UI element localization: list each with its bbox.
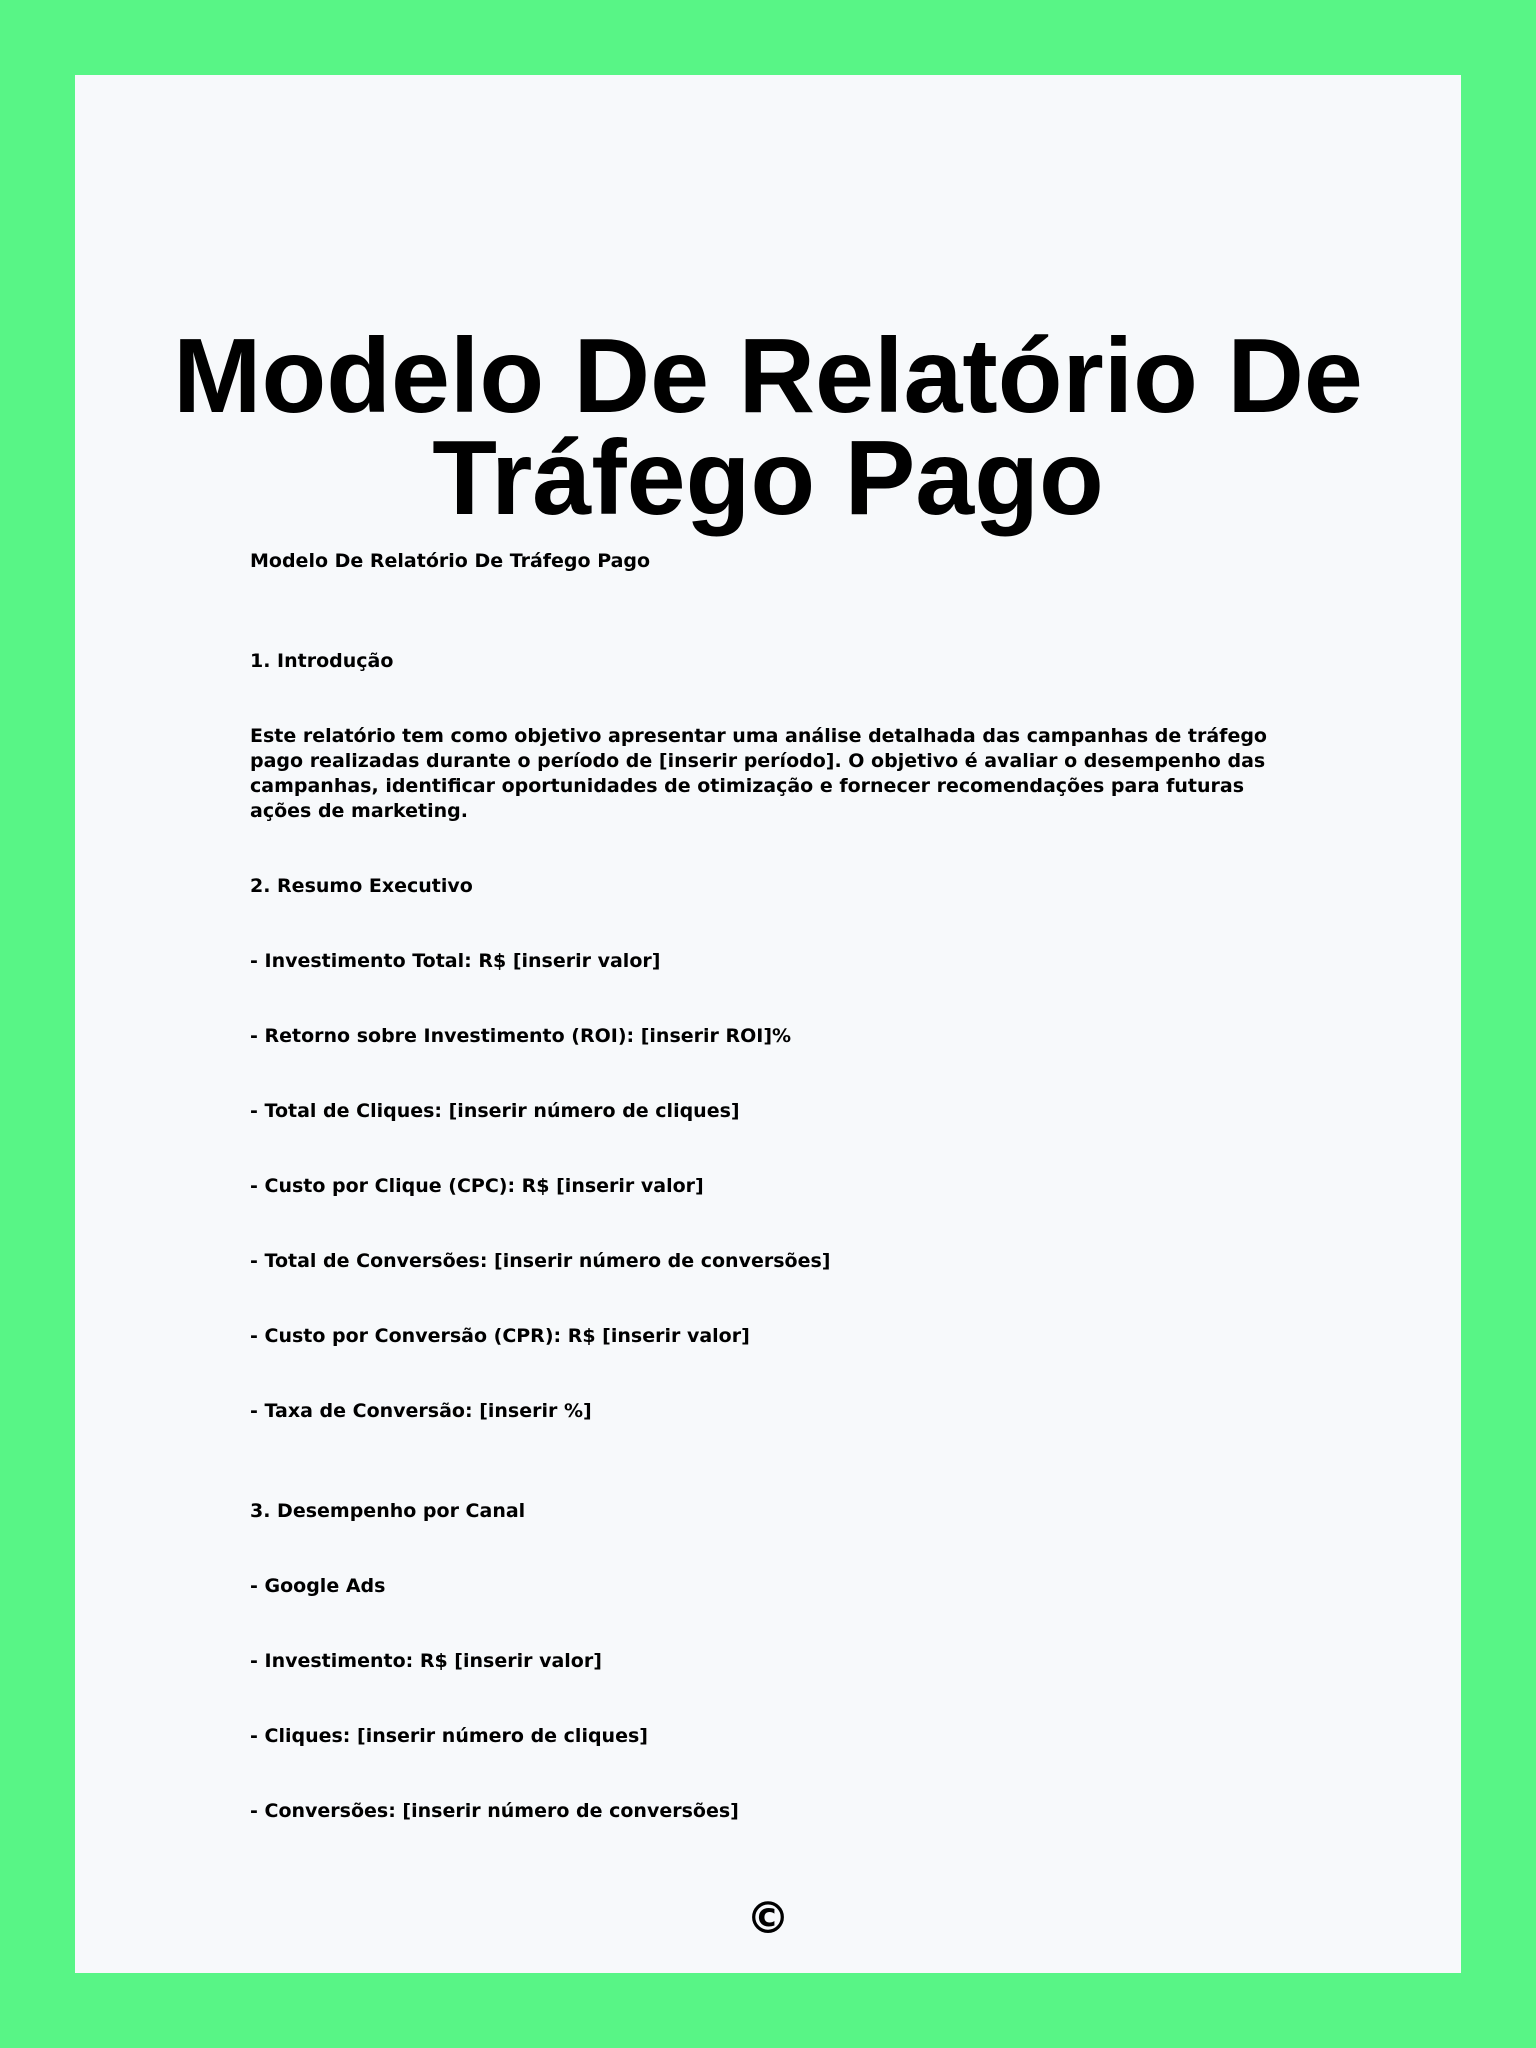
list-item: - Retorno sobre Investimento (ROI): [inserir ROI]% — [250, 1025, 792, 1047]
list-item: - Taxa de Conversão: [inserir %] — [250, 1400, 592, 1422]
list-item: - Investimento: R$ [inserir valor] — [250, 1650, 602, 1672]
introduction-paragraph: Este relatório tem como objetivo apresentar uma análise detalhada das campanhas de tráfego pago realizadas durante o período de [inserir período]. O objetivo é avaliar o desempenho das campanhas, identificar oportunidades de otimização e fornecer recomendações para futuras ações de marketing. — [250, 725, 1267, 822]
list-item: - Custo por Clique (CPC): R$ [inserir valor] — [250, 1175, 704, 1197]
list-item: - Conversões: [inserir número de conversões] — [250, 1800, 739, 1822]
list-item: - Google Ads — [250, 1575, 386, 1597]
list-item: - Investimento Total: R$ [inserir valor] — [250, 950, 661, 972]
section-heading-introduction: 1. Introdução — [250, 650, 394, 672]
section-heading-executive-summary: 2. Resumo Executivo — [250, 875, 473, 897]
document-subtitle: Modelo De Relatório De Tráfego Pago — [250, 550, 651, 572]
page-title: Modelo De Relatório De Tráfego Pago — [173, 317, 1363, 537]
section-heading-channel-performance: 3. Desempenho por Canal — [250, 1500, 526, 1522]
copyright-icon: © — [746, 1893, 790, 1944]
list-item: - Cliques: [inserir número de cliques] — [250, 1725, 648, 1747]
document-page — [75, 75, 1461, 1973]
list-item: - Custo por Conversão (CPR): R$ [inserir valor] — [250, 1325, 750, 1347]
list-item: - Total de Conversões: [inserir número de conversões] — [250, 1250, 831, 1272]
list-item: - Total de Cliques: [inserir número de cliques] — [250, 1100, 740, 1122]
